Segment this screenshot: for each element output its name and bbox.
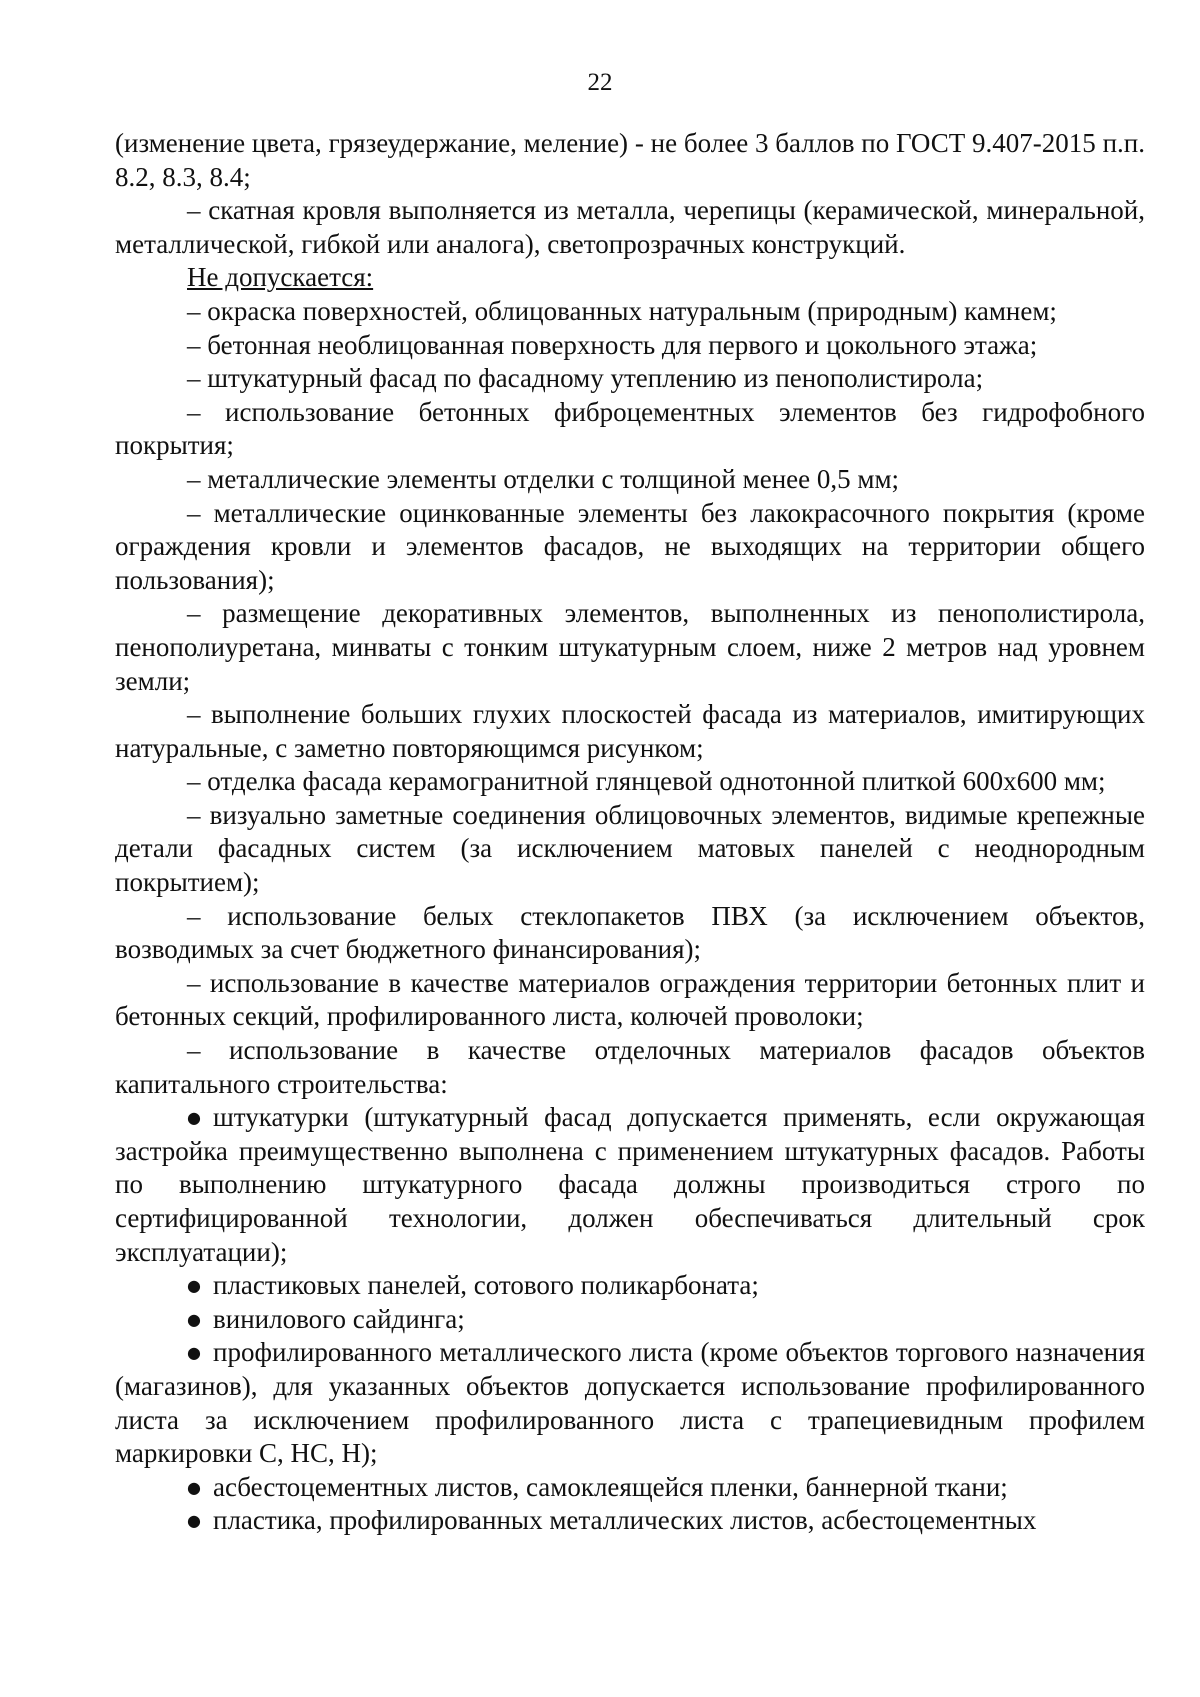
- prohibited-item-fencing: – использование в качестве материалов ограждения территории бетонных плит и бетонных секций, профилированного листа, колючей проволоки;: [115, 967, 1145, 1032]
- prohibited-item-bare-concrete: – бетонная необлицованная поверхность для первого и цокольного этажа;: [187, 329, 1038, 360]
- bullet-icon: ●: [187, 1108, 201, 1128]
- prohibited-item-blank-planes: – выполнение больших глухих плоскостей фасада из материалов, имитирующих натуральные, с заметно повторяющимся рисунком;: [115, 699, 1145, 763]
- prohibited-item-thin-metal: – металлические элементы отделки с толщиной менее 0,5 мм;: [187, 463, 900, 494]
- prohibited-item-visible-joints: – визуально заметные соединения облицовочных элементов, видимые крепежные детали фасадных систем (за исключением матовых панелей с неоднородным покрытием);: [115, 799, 1145, 898]
- bullet-text: винилового сайдинга;: [213, 1303, 465, 1334]
- paragraph-pitched-roof: – скатная кровля выполняется из металла, черепицы (керамической, минеральной, металлической, гибкой или аналога), светопрозрачных конструкций.: [115, 195, 1145, 259]
- bullet-item-asbestos: [115, 1471, 1145, 1505]
- bullet-item-plaster: [115, 1101, 1145, 1269]
- bullet-icon: ●: [187, 1343, 201, 1363]
- bullet-icon: ●: [187, 1511, 201, 1531]
- bullet-text: профилированного металлического листа (кроме объектов торгового назначения (магазинов), для указанных объектов допускается использование профилированного листа за исключением профилированного листа с трапециевидным профилем маркировки С, НС, Н);: [115, 1337, 1145, 1469]
- prohibited-item-galvanized: – металлические оцинкованные элементы без лакокрасочного покрытия (кроме ограждения кровли и элементов фасадов, не выходящих на территории общего пользования);: [115, 497, 1145, 595]
- bullet-text: штукатурки (штукатурный фасад допускается применять, если окружающая застройка преимущественно выполнена с применением штукатурных фасадов. Работы по выполнению штукатурного фасада должны производиться строго по сертифицированной технологии, должен обеспечиваться длительный срок эксплуатации);: [115, 1102, 1145, 1267]
- bullet-text: пластиковых панелей, сотового поликарбоната;: [213, 1270, 759, 1301]
- bullet-item-vinyl-siding: [115, 1303, 1145, 1337]
- prohibited-item-decor: – размещение декоративных элементов, выполненных из пенополистирола, пенополиуретана, минваты с тонким штукатурным слоем, ниже 2 метров над уровнем земли;: [115, 598, 1145, 696]
- prohibited-item-finishing: – использование в качестве отделочных материалов фасадов объектов капитального строительства:: [115, 1035, 1145, 1099]
- prohibited-item-stone-painting: – окраска поверхностей, облицованных натуральным (природным) камнем;: [187, 295, 1057, 326]
- prohibited-item-plaster-facade: – штукатурный фасад по фасадному утеплению из пенополистирола;: [187, 363, 984, 394]
- page-number: 22: [587, 69, 613, 96]
- prohibited-item-glossy-tile: – отделка фасада керамогранитной глянцевой однотонной плиткой 600х600 мм;: [187, 766, 1106, 797]
- prohibited-item-white-pvc: – использование белых стеклопакетов ПВХ (за исключением объектов, возводимых за счет бюджетного финансирования);: [115, 900, 1145, 965]
- document-body: [115, 127, 1145, 1538]
- bullet-text: асбестоцементных листов, самоклеящейся пленки, баннерной ткани;: [213, 1471, 1008, 1502]
- bullet-item-profiled-sheet: [115, 1336, 1145, 1470]
- paragraph-continuation: (изменение цвета, грязеудержание, меление) - не более 3 баллов по ГОСТ 9.407-2015 п.п. 8.2, 8.3, 8.4;: [115, 128, 1145, 192]
- bullet-text: пластика, профилированных металлических листов, асбестоцементных: [213, 1505, 1037, 1536]
- bullet-item-plastic: [115, 1504, 1145, 1538]
- prohibited-heading: [115, 261, 1145, 295]
- bullet-icon: ●: [187, 1477, 201, 1497]
- bullet-item-plastic-panels: [115, 1269, 1145, 1303]
- bullet-icon: ●: [187, 1276, 201, 1296]
- bullet-icon: ●: [187, 1309, 201, 1329]
- prohibited-item-fibrocement: – использование бетонных фиброцементных элементов без гидрофобного покрытия;: [115, 396, 1145, 461]
- prohibited-heading-text: Не допускается:: [187, 262, 374, 293]
